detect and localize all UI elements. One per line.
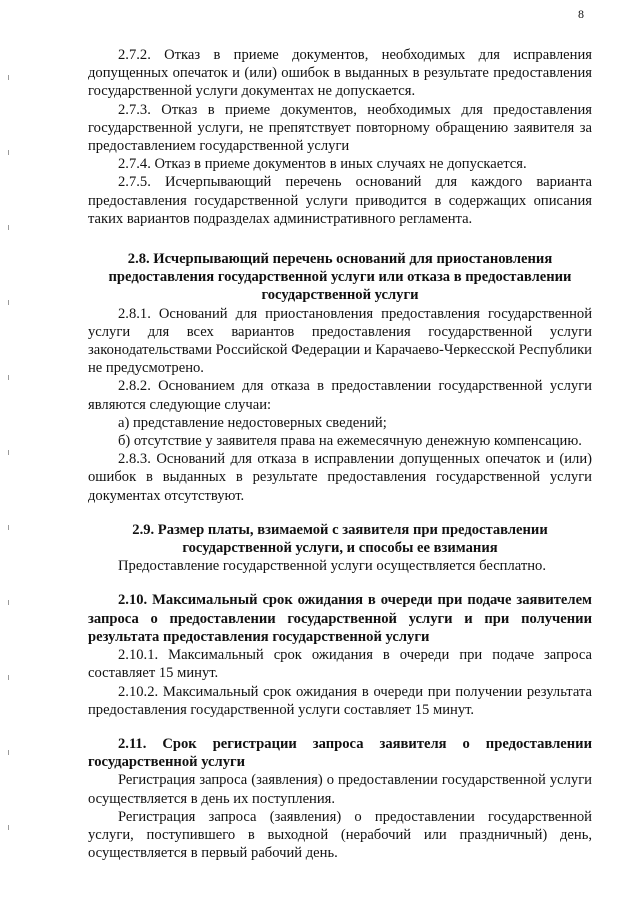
paragraph-2-11-body-1: Регистрация запроса (заявления) о предоставлении государственной услуги осуществляется в день их поступления. [88, 772, 592, 807]
section-spacer [88, 575, 592, 591]
left-margin-marks [8, 0, 10, 905]
paragraph-2-7-4: 2.7.4. Отказ в приеме документов в иных случаях не допускается. [118, 156, 527, 173]
heading-2-10: 2.10. Максимальный срок ожидания в очереди при подаче заявителем запроса о предоставлении государственной услуги и при получении результата предоставления государственной услуги [88, 592, 592, 645]
section-spacer [88, 228, 592, 250]
section-spacer [88, 505, 592, 521]
heading-2-11: 2.11. Срок регистрации запроса заявителя о предоставлении государственной услуги [88, 735, 592, 771]
document-body [88, 46, 592, 862]
heading-2-8: 2.8. Исчерпывающий перечень оснований для приостановления предоставления государственной услуги или отказа в предоставлении государственной услуги [108, 251, 572, 304]
paragraph-2-10-1: 2.10.1. Максимальный срок ожидания в очереди при подаче запроса составляет 15 минут. [88, 647, 592, 682]
list-item-a: а) представление недостоверных сведений; [118, 414, 387, 431]
section-spacer [88, 719, 592, 735]
paragraph-2-8-1: 2.8.1. Оснований для приостановления предоставления государственной услуги для всех вариантов предоставления государственной услуги законодательствами Российской Федерации и Карачаево-Черкесской Республики не предусмотрено. [88, 305, 592, 377]
paragraph-2-8-2: 2.8.2. Основанием для отказа в предоставлении государственной услуги являются следующие случаи: [88, 378, 592, 413]
paragraph-2-7-3: 2.7.3. Отказ в приеме документов, необходимых для предоставления государственной услуги, не препятствует повторному обращению заявителя за предоставлением государственной услуги [88, 101, 592, 155]
paragraph-2-10-2: 2.10.2. Максимальный срок ожидания в очереди при получении результата предоставления государственной услуги составляет 15 минут. [88, 683, 592, 718]
page-number: 8 [578, 7, 584, 21]
list-item-b: б) отсутствие у заявителя права на ежемесячную денежную компенсацию. [118, 433, 582, 450]
paragraph-2-7-5: 2.7.5. Исчерпывающий перечень оснований для каждого варианта предоставления государственной услуги приводится в содержащих описания таких вариантов подразделах административного регламента. [88, 174, 592, 227]
heading-2-9: 2.9. Размер платы, взимаемой с заявителя при предоставлении государственной услуги, и способы ее взимания [132, 521, 548, 557]
paragraph-2-7-2: 2.7.2. Отказ в приеме документов, необходимых для исправления допущенных опечаток и (или) ошибок в выданных в результате предоставления государственной услуги документах не допускается. [88, 47, 592, 100]
paragraph-2-8-3: 2.8.3. Оснований для отказа в исправлении допущенных опечаток и (или) ошибок в выданных в результате предоставления государственной услуги документах отсутствуют. [88, 451, 592, 504]
paragraph-2-9-body: Предоставление государственной услуги осуществляется бесплатно. [118, 558, 546, 575]
paragraph-2-11-body-2: Регистрация запроса (заявления) о предоставлении государственной услуги, поступившего в выходной (нерабочий или праздничный) день, осуществляется в первый рабочий день. [88, 808, 592, 862]
